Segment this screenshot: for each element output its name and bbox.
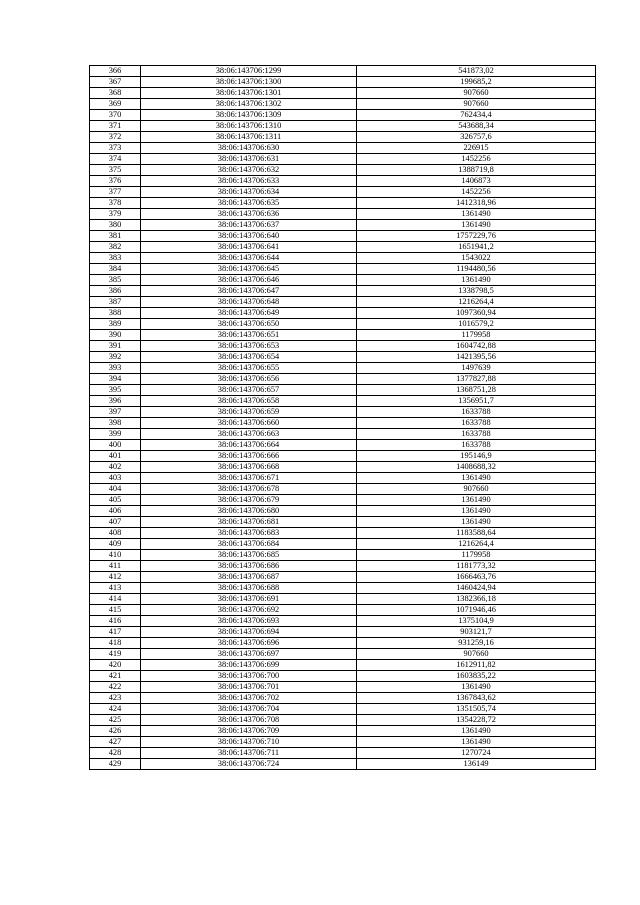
row-number-cell: 384 bbox=[90, 264, 141, 275]
row-number-cell: 376 bbox=[90, 176, 141, 187]
cadastral-value-cell: 1181773,32 bbox=[357, 561, 596, 572]
table-row bbox=[90, 165, 596, 176]
cadastral-number-cell: 38:06:143706:641 bbox=[141, 242, 357, 253]
cadastral-number-cell: 38:06:143706:648 bbox=[141, 297, 357, 308]
table-row bbox=[90, 528, 596, 539]
row-number-cell: 402 bbox=[90, 462, 141, 473]
cadastral-number-cell: 38:06:143706:658 bbox=[141, 396, 357, 407]
cadastral-number-cell: 38:06:143706:694 bbox=[141, 627, 357, 638]
row-number-cell: 392 bbox=[90, 352, 141, 363]
cadastral-value-cell: 1183588,64 bbox=[357, 528, 596, 539]
table-row bbox=[90, 572, 596, 583]
cadastral-value-cell: 136149 bbox=[357, 759, 596, 770]
cadastral-value-cell: 1216264,4 bbox=[357, 539, 596, 550]
table-row bbox=[90, 748, 596, 759]
row-number-cell: 374 bbox=[90, 154, 141, 165]
row-number-cell: 401 bbox=[90, 451, 141, 462]
row-number-cell: 419 bbox=[90, 649, 141, 660]
cadastral-value-cell: 1351505,74 bbox=[357, 704, 596, 715]
row-number-cell: 394 bbox=[90, 374, 141, 385]
cadastral-number-cell: 38:06:143706:630 bbox=[141, 143, 357, 154]
cadastral-value-cell: 1651941,2 bbox=[357, 242, 596, 253]
cadastral-number-cell: 38:06:143706:724 bbox=[141, 759, 357, 770]
cadastral-value-cell: 1361490 bbox=[357, 220, 596, 231]
table-row bbox=[90, 66, 596, 77]
row-number-cell: 389 bbox=[90, 319, 141, 330]
cadastral-value-cell: 1216264,4 bbox=[357, 297, 596, 308]
cadastral-value-cell: 1633788 bbox=[357, 418, 596, 429]
cadastral-number-cell: 38:06:143706:1302 bbox=[141, 99, 357, 110]
cadastral-value-cell: 1179958 bbox=[357, 550, 596, 561]
row-number-cell: 423 bbox=[90, 693, 141, 704]
cadastral-number-cell: 38:06:143706:687 bbox=[141, 572, 357, 583]
cadastral-number-cell: 38:06:143706:663 bbox=[141, 429, 357, 440]
table-row bbox=[90, 396, 596, 407]
table-row bbox=[90, 693, 596, 704]
row-number-cell: 393 bbox=[90, 363, 141, 374]
table-row bbox=[90, 759, 596, 770]
cadastral-number-cell: 38:06:143706:680 bbox=[141, 506, 357, 517]
row-number-cell: 395 bbox=[90, 385, 141, 396]
table-row bbox=[90, 737, 596, 748]
row-number-cell: 408 bbox=[90, 528, 141, 539]
cadastral-value-cell: 1356951,7 bbox=[357, 396, 596, 407]
cadastral-number-cell: 38:06:143706:697 bbox=[141, 649, 357, 660]
row-number-cell: 420 bbox=[90, 660, 141, 671]
cadastral-number-cell: 38:06:143706:655 bbox=[141, 363, 357, 374]
row-number-cell: 396 bbox=[90, 396, 141, 407]
row-number-cell: 427 bbox=[90, 737, 141, 748]
cadastral-value-cell: 1194480,56 bbox=[357, 264, 596, 275]
cadastral-number-cell: 38:06:143706:646 bbox=[141, 275, 357, 286]
row-number-cell: 367 bbox=[90, 77, 141, 88]
row-number-cell: 415 bbox=[90, 605, 141, 616]
row-number-cell: 379 bbox=[90, 209, 141, 220]
row-number-cell: 406 bbox=[90, 506, 141, 517]
cadastral-number-cell: 38:06:143706:1299 bbox=[141, 66, 357, 77]
table-row bbox=[90, 253, 596, 264]
cadastral-number-cell: 38:06:143706:632 bbox=[141, 165, 357, 176]
table-row bbox=[90, 308, 596, 319]
cadastral-value-cell: 907660 bbox=[357, 649, 596, 660]
cadastral-number-cell: 38:06:143706:640 bbox=[141, 231, 357, 242]
table-row bbox=[90, 143, 596, 154]
row-number-cell: 398 bbox=[90, 418, 141, 429]
table-row bbox=[90, 407, 596, 418]
table-row bbox=[90, 121, 596, 132]
cadastral-value-cell: 903121,7 bbox=[357, 627, 596, 638]
row-number-cell: 407 bbox=[90, 517, 141, 528]
table-row bbox=[90, 154, 596, 165]
cadastral-value-cell: 1497639 bbox=[357, 363, 596, 374]
row-number-cell: 428 bbox=[90, 748, 141, 759]
table-row bbox=[90, 561, 596, 572]
table-row bbox=[90, 286, 596, 297]
table-row bbox=[90, 88, 596, 99]
row-number-cell: 426 bbox=[90, 726, 141, 737]
table-row bbox=[90, 671, 596, 682]
cadastral-value-cell: 1097360,94 bbox=[357, 308, 596, 319]
cadastral-number-cell: 38:06:143706:691 bbox=[141, 594, 357, 605]
cadastral-value-cell: 1179958 bbox=[357, 330, 596, 341]
table-row bbox=[90, 198, 596, 209]
table-row bbox=[90, 341, 596, 352]
cadastral-value-cell: 1633788 bbox=[357, 407, 596, 418]
cadastral-value-cell: 931259,16 bbox=[357, 638, 596, 649]
cadastral-value-cell: 1354228,72 bbox=[357, 715, 596, 726]
cadastral-value-cell: 1361490 bbox=[357, 726, 596, 737]
row-number-cell: 390 bbox=[90, 330, 141, 341]
cadastral-value-cell: 1603835,22 bbox=[357, 671, 596, 682]
row-number-cell: 381 bbox=[90, 231, 141, 242]
row-number-cell: 385 bbox=[90, 275, 141, 286]
cadastral-number-cell: 38:06:143706:708 bbox=[141, 715, 357, 726]
table-row bbox=[90, 517, 596, 528]
cadastral-number-cell: 38:06:143706:637 bbox=[141, 220, 357, 231]
cadastral-value-cell: 1406873 bbox=[357, 176, 596, 187]
cadastral-number-cell: 38:06:143706:711 bbox=[141, 748, 357, 759]
cadastral-number-cell: 38:06:143706:704 bbox=[141, 704, 357, 715]
cadastral-number-cell: 38:06:143706:1311 bbox=[141, 132, 357, 143]
cadastral-value-cell: 541873,02 bbox=[357, 66, 596, 77]
cadastral-value-cell: 1412318,96 bbox=[357, 198, 596, 209]
cadastral-value-table bbox=[89, 65, 596, 770]
cadastral-value-cell: 1071946,46 bbox=[357, 605, 596, 616]
table-row bbox=[90, 682, 596, 693]
row-number-cell: 400 bbox=[90, 440, 141, 451]
table-row bbox=[90, 726, 596, 737]
row-number-cell: 411 bbox=[90, 561, 141, 572]
cadastral-number-cell: 38:06:143706:633 bbox=[141, 176, 357, 187]
cadastral-value-cell: 1361490 bbox=[357, 737, 596, 748]
row-number-cell: 388 bbox=[90, 308, 141, 319]
row-number-cell: 387 bbox=[90, 297, 141, 308]
table-row bbox=[90, 374, 596, 385]
cadastral-number-cell: 38:06:143706:688 bbox=[141, 583, 357, 594]
cadastral-number-cell: 38:06:143706:651 bbox=[141, 330, 357, 341]
cadastral-number-cell: 38:06:143706:636 bbox=[141, 209, 357, 220]
table-row bbox=[90, 638, 596, 649]
cadastral-value-cell: 1367843,62 bbox=[357, 693, 596, 704]
cadastral-number-cell: 38:06:143706:1310 bbox=[141, 121, 357, 132]
cadastral-value-cell: 226915 bbox=[357, 143, 596, 154]
cadastral-number-cell: 38:06:143706:656 bbox=[141, 374, 357, 385]
table-row bbox=[90, 385, 596, 396]
row-number-cell: 397 bbox=[90, 407, 141, 418]
row-number-cell: 412 bbox=[90, 572, 141, 583]
cadastral-value-cell: 1408688,32 bbox=[357, 462, 596, 473]
table-body bbox=[90, 66, 596, 770]
table-row bbox=[90, 550, 596, 561]
cadastral-number-cell: 38:06:143706:657 bbox=[141, 385, 357, 396]
cadastral-number-cell: 38:06:143706:701 bbox=[141, 682, 357, 693]
cadastral-number-cell: 38:06:143706:645 bbox=[141, 264, 357, 275]
row-number-cell: 404 bbox=[90, 484, 141, 495]
row-number-cell: 409 bbox=[90, 539, 141, 550]
cadastral-number-cell: 38:06:143706:696 bbox=[141, 638, 357, 649]
cadastral-number-cell: 38:06:143706:635 bbox=[141, 198, 357, 209]
cadastral-value-cell: 1633788 bbox=[357, 429, 596, 440]
cadastral-value-cell: 762434,4 bbox=[357, 110, 596, 121]
cadastral-value-cell: 1016579,2 bbox=[357, 319, 596, 330]
cadastral-number-cell: 38:06:143706:631 bbox=[141, 154, 357, 165]
cadastral-value-cell: 1361490 bbox=[357, 275, 596, 286]
cadastral-number-cell: 38:06:143706:668 bbox=[141, 462, 357, 473]
cadastral-number-cell: 38:06:143706:647 bbox=[141, 286, 357, 297]
cadastral-value-cell: 1270724 bbox=[357, 748, 596, 759]
cadastral-number-cell: 38:06:143706:659 bbox=[141, 407, 357, 418]
cadastral-number-cell: 38:06:143706:684 bbox=[141, 539, 357, 550]
row-number-cell: 405 bbox=[90, 495, 141, 506]
row-number-cell: 417 bbox=[90, 627, 141, 638]
row-number-cell: 366 bbox=[90, 66, 141, 77]
table-row bbox=[90, 495, 596, 506]
table-row bbox=[90, 176, 596, 187]
table-row bbox=[90, 77, 596, 88]
table-row bbox=[90, 583, 596, 594]
table-row bbox=[90, 451, 596, 462]
row-number-cell: 425 bbox=[90, 715, 141, 726]
table-row bbox=[90, 297, 596, 308]
table-row bbox=[90, 627, 596, 638]
cadastral-value-cell: 1361490 bbox=[357, 517, 596, 528]
row-number-cell: 375 bbox=[90, 165, 141, 176]
table-row bbox=[90, 660, 596, 671]
table-row bbox=[90, 616, 596, 627]
cadastral-value-cell: 1361490 bbox=[357, 495, 596, 506]
cadastral-value-cell: 1460424,94 bbox=[357, 583, 596, 594]
cadastral-number-cell: 38:06:143706:685 bbox=[141, 550, 357, 561]
table-row bbox=[90, 429, 596, 440]
cadastral-number-cell: 38:06:143706:710 bbox=[141, 737, 357, 748]
table-row bbox=[90, 363, 596, 374]
cadastral-value-cell: 1338798,5 bbox=[357, 286, 596, 297]
document-page bbox=[89, 65, 595, 770]
cadastral-value-cell: 326757,6 bbox=[357, 132, 596, 143]
cadastral-value-cell: 543688,34 bbox=[357, 121, 596, 132]
row-number-cell: 368 bbox=[90, 88, 141, 99]
row-number-cell: 371 bbox=[90, 121, 141, 132]
cadastral-value-cell: 1452256 bbox=[357, 187, 596, 198]
table-row bbox=[90, 209, 596, 220]
cadastral-value-cell: 1361490 bbox=[357, 209, 596, 220]
cadastral-number-cell: 38:06:143706:709 bbox=[141, 726, 357, 737]
cadastral-number-cell: 38:06:143706:678 bbox=[141, 484, 357, 495]
cadastral-value-cell: 1382366,18 bbox=[357, 594, 596, 605]
cadastral-number-cell: 38:06:143706:681 bbox=[141, 517, 357, 528]
table-row bbox=[90, 440, 596, 451]
row-number-cell: 413 bbox=[90, 583, 141, 594]
table-row bbox=[90, 649, 596, 660]
table-row bbox=[90, 418, 596, 429]
table-row bbox=[90, 220, 596, 231]
row-number-cell: 369 bbox=[90, 99, 141, 110]
cadastral-value-cell: 199685,2 bbox=[357, 77, 596, 88]
row-number-cell: 391 bbox=[90, 341, 141, 352]
cadastral-number-cell: 38:06:143706:660 bbox=[141, 418, 357, 429]
cadastral-number-cell: 38:06:143706:654 bbox=[141, 352, 357, 363]
cadastral-number-cell: 38:06:143706:666 bbox=[141, 451, 357, 462]
cadastral-value-cell: 1666463,76 bbox=[357, 572, 596, 583]
table-row bbox=[90, 594, 596, 605]
row-number-cell: 422 bbox=[90, 682, 141, 693]
row-number-cell: 414 bbox=[90, 594, 141, 605]
table-row bbox=[90, 506, 596, 517]
row-number-cell: 372 bbox=[90, 132, 141, 143]
cadastral-value-cell: 907660 bbox=[357, 484, 596, 495]
cadastral-value-cell: 1612911,82 bbox=[357, 660, 596, 671]
cadastral-number-cell: 38:06:143706:1309 bbox=[141, 110, 357, 121]
cadastral-number-cell: 38:06:143706:671 bbox=[141, 473, 357, 484]
row-number-cell: 377 bbox=[90, 187, 141, 198]
cadastral-number-cell: 38:06:143706:692 bbox=[141, 605, 357, 616]
table-row bbox=[90, 132, 596, 143]
row-number-cell: 382 bbox=[90, 242, 141, 253]
row-number-cell: 380 bbox=[90, 220, 141, 231]
table-row bbox=[90, 462, 596, 473]
cadastral-value-cell: 1361490 bbox=[357, 682, 596, 693]
table-row bbox=[90, 187, 596, 198]
cadastral-number-cell: 38:06:143706:693 bbox=[141, 616, 357, 627]
cadastral-value-cell: 1361490 bbox=[357, 473, 596, 484]
cadastral-number-cell: 38:06:143706:664 bbox=[141, 440, 357, 451]
row-number-cell: 399 bbox=[90, 429, 141, 440]
table-row bbox=[90, 352, 596, 363]
cadastral-value-cell: 195146,9 bbox=[357, 451, 596, 462]
row-number-cell: 421 bbox=[90, 671, 141, 682]
row-number-cell: 429 bbox=[90, 759, 141, 770]
cadastral-value-cell: 1377827,88 bbox=[357, 374, 596, 385]
row-number-cell: 410 bbox=[90, 550, 141, 561]
row-number-cell: 383 bbox=[90, 253, 141, 264]
cadastral-value-cell: 1368751,28 bbox=[357, 385, 596, 396]
cadastral-number-cell: 38:06:143706:686 bbox=[141, 561, 357, 572]
cadastral-number-cell: 38:06:143706:700 bbox=[141, 671, 357, 682]
cadastral-number-cell: 38:06:143706:702 bbox=[141, 693, 357, 704]
table-row bbox=[90, 242, 596, 253]
row-number-cell: 378 bbox=[90, 198, 141, 209]
cadastral-value-cell: 1757229,76 bbox=[357, 231, 596, 242]
cadastral-value-cell: 1375104,9 bbox=[357, 616, 596, 627]
cadastral-value-cell: 1452256 bbox=[357, 154, 596, 165]
table-row bbox=[90, 715, 596, 726]
table-row bbox=[90, 330, 596, 341]
cadastral-value-cell: 1361490 bbox=[357, 506, 596, 517]
row-number-cell: 403 bbox=[90, 473, 141, 484]
row-number-cell: 373 bbox=[90, 143, 141, 154]
table-row bbox=[90, 231, 596, 242]
cadastral-value-cell: 1604742,88 bbox=[357, 341, 596, 352]
row-number-cell: 386 bbox=[90, 286, 141, 297]
cadastral-number-cell: 38:06:143706:644 bbox=[141, 253, 357, 264]
table-row bbox=[90, 264, 596, 275]
cadastral-number-cell: 38:06:143706:1300 bbox=[141, 77, 357, 88]
cadastral-number-cell: 38:06:143706:1301 bbox=[141, 88, 357, 99]
cadastral-number-cell: 38:06:143706:683 bbox=[141, 528, 357, 539]
table-row bbox=[90, 605, 596, 616]
row-number-cell: 370 bbox=[90, 110, 141, 121]
table-row bbox=[90, 539, 596, 550]
row-number-cell: 424 bbox=[90, 704, 141, 715]
cadastral-number-cell: 38:06:143706:653 bbox=[141, 341, 357, 352]
cadastral-number-cell: 38:06:143706:634 bbox=[141, 187, 357, 198]
cadastral-number-cell: 38:06:143706:679 bbox=[141, 495, 357, 506]
table-row bbox=[90, 99, 596, 110]
table-row bbox=[90, 704, 596, 715]
table-row bbox=[90, 473, 596, 484]
row-number-cell: 416 bbox=[90, 616, 141, 627]
table-row bbox=[90, 110, 596, 121]
cadastral-value-cell: 907660 bbox=[357, 88, 596, 99]
table-row bbox=[90, 319, 596, 330]
cadastral-number-cell: 38:06:143706:649 bbox=[141, 308, 357, 319]
row-number-cell: 418 bbox=[90, 638, 141, 649]
cadastral-number-cell: 38:06:143706:650 bbox=[141, 319, 357, 330]
cadastral-number-cell: 38:06:143706:699 bbox=[141, 660, 357, 671]
table-row bbox=[90, 275, 596, 286]
cadastral-value-cell: 1388719,8 bbox=[357, 165, 596, 176]
cadastral-value-cell: 907660 bbox=[357, 99, 596, 110]
cadastral-value-cell: 1543022 bbox=[357, 253, 596, 264]
table-row bbox=[90, 484, 596, 495]
cadastral-value-cell: 1421395,56 bbox=[357, 352, 596, 363]
cadastral-value-cell: 1633788 bbox=[357, 440, 596, 451]
